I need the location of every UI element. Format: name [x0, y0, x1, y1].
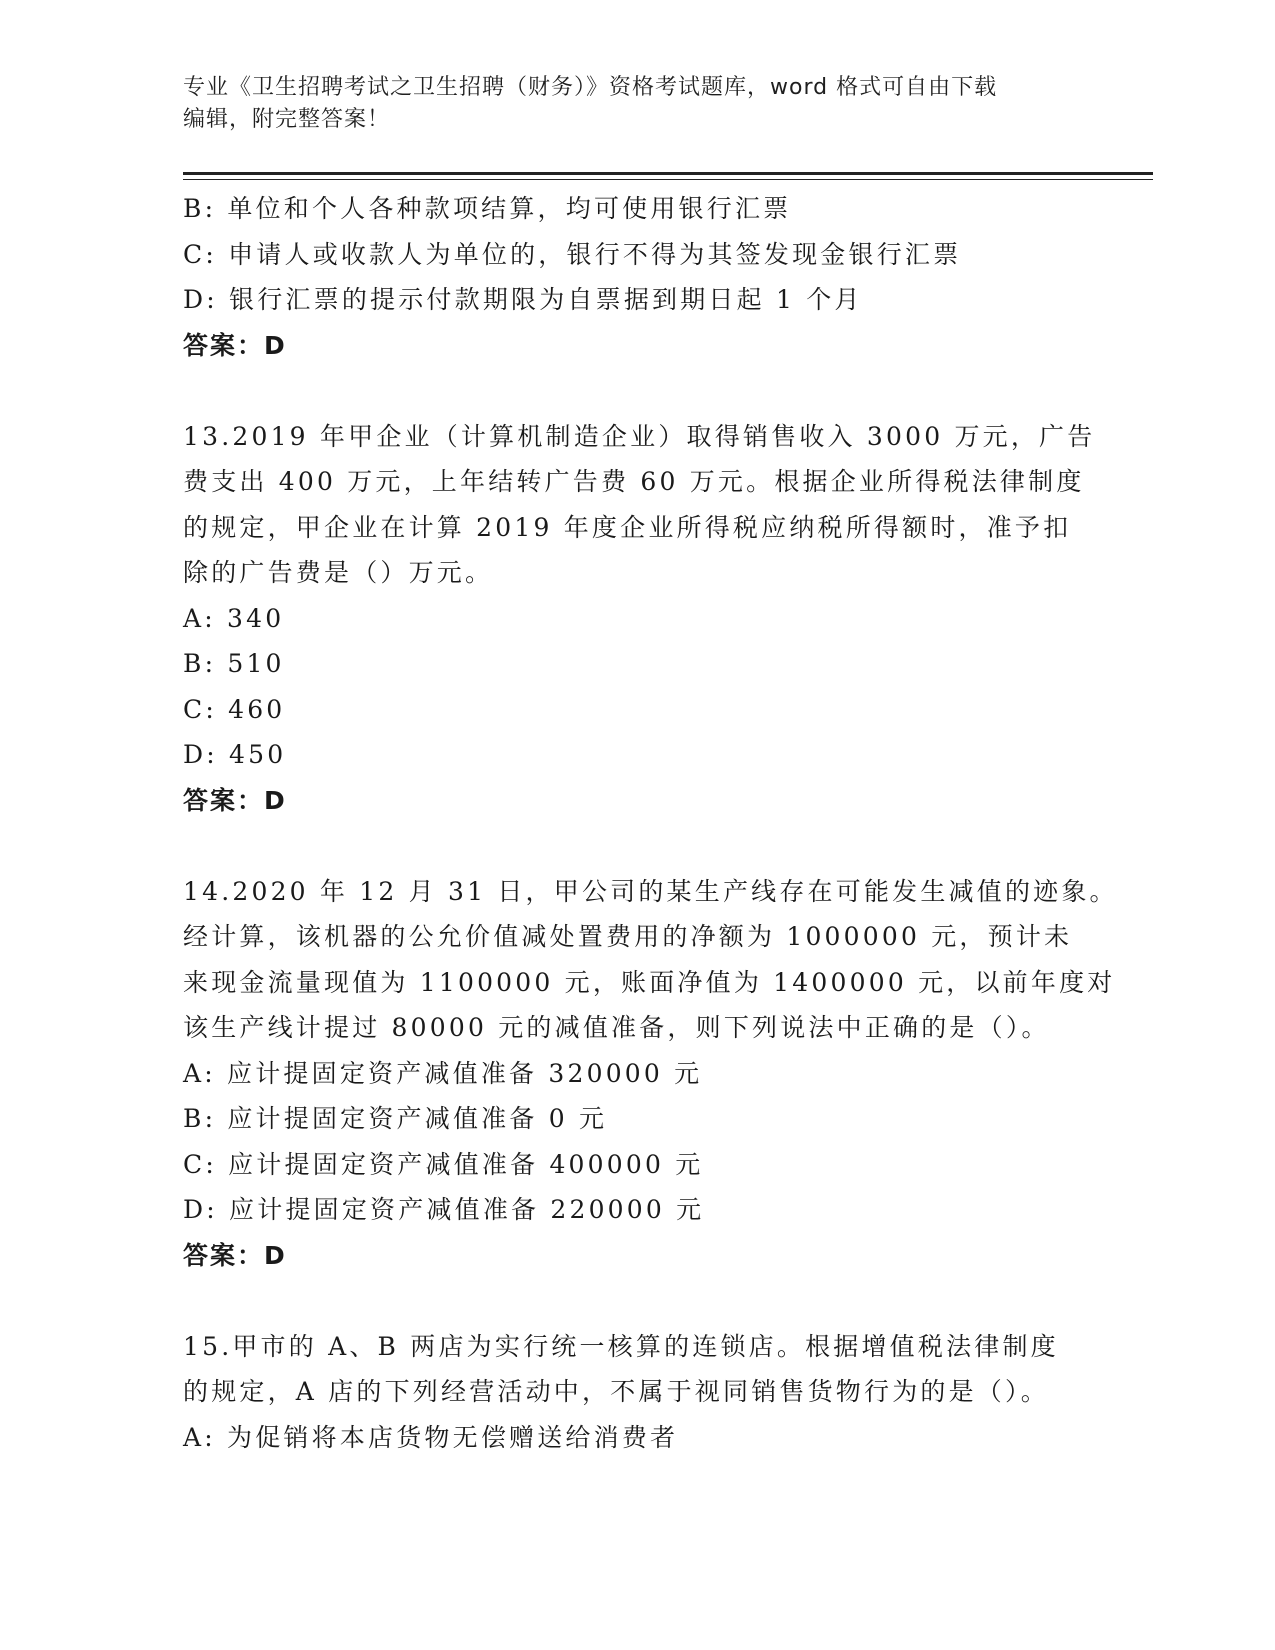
question-stem: 的规定，A 店的下列经营活动中，不属于视同销售货物行为的是（）。 [183, 1377, 1049, 1406]
question-list [183, 186, 1118, 1460]
answer-line: 答案：D [183, 1240, 287, 1270]
question-stem: 13.2019 年甲企业（计算机制造企业）取得销售收入 3000 万元，广告 [183, 421, 1096, 451]
option-a: A: 340 [183, 603, 285, 633]
option-b: B: 单位和个人各种款项结算，均可使用银行汇票 [183, 194, 792, 223]
question-stem: 经计算，该机器的公允价值减处置费用的净额为 1000000 元，预计未 [183, 922, 1073, 951]
question-15 [183, 1324, 1063, 1461]
header-line-1: 专业《卫生招聘考试之卫生招聘（财务）》资格考试题库，word 格式可自由下载 [183, 75, 998, 100]
header-rule-thin [183, 179, 1153, 180]
option-a: A: 应计提固定资产减值准备 320000 元 [183, 1058, 703, 1088]
question-13 [183, 414, 1096, 824]
question-stem: 费支出 400 万元，上年结转广告费 60 万元。根据企业所得税法律制度 [183, 467, 1085, 496]
header-line-2: 编辑，附完整答案！ [183, 107, 391, 132]
question-stem: 15.甲市的 A、B 两店为实行统一核算的连锁店。根据增值税法律制度 [183, 1331, 1059, 1361]
answer-line: 答案：D [183, 330, 287, 360]
option-b: B: 应计提固定资产减值准备 0 元 [183, 1104, 608, 1133]
answer-line: 答案：D [183, 785, 287, 815]
question-stem: 该生产线计提过 80000 元的减值准备，则下列说法中正确的是（）。 [183, 1013, 1050, 1042]
option-c: C: 申请人或收款人为单位的，银行不得为其签发现金银行汇票 [183, 239, 962, 269]
option-b: B: 510 [183, 649, 285, 678]
header-rule-thick [183, 172, 1153, 175]
document-header [183, 72, 1063, 136]
question-12 [183, 186, 1063, 368]
question-stem: 来现金流量现值为 1100000 元，账面净值为 1400000 元，以前年度对 [183, 967, 1116, 997]
option-d: D: 应计提固定资产减值准备 220000 元 [183, 1195, 705, 1224]
spacer [183, 823, 1063, 869]
question-stem: 14.2020 年 12 月 31 日，甲公司的某生产线存在可能发生减值的迹象。 [183, 876, 1118, 906]
option-c: C: 460 [183, 694, 286, 724]
question-stem: 除的广告费是（）万元。 [183, 558, 494, 587]
question-stem: 的规定，甲企业在计算 2019 年度企业所得税应纳税所得额时，准予扣 [183, 512, 1072, 542]
question-14 [183, 869, 1118, 1279]
option-d: D: 450 [183, 740, 287, 769]
option-d: D: 银行汇票的提示付款期限为自票据到期日起 1 个月 [183, 285, 863, 314]
spacer [183, 368, 1063, 414]
spacer [183, 1278, 1063, 1324]
option-a: A: 为促销将本店货物无偿赠送给消费者 [183, 1422, 679, 1452]
option-c: C: 应计提固定资产减值准备 400000 元 [183, 1149, 704, 1179]
